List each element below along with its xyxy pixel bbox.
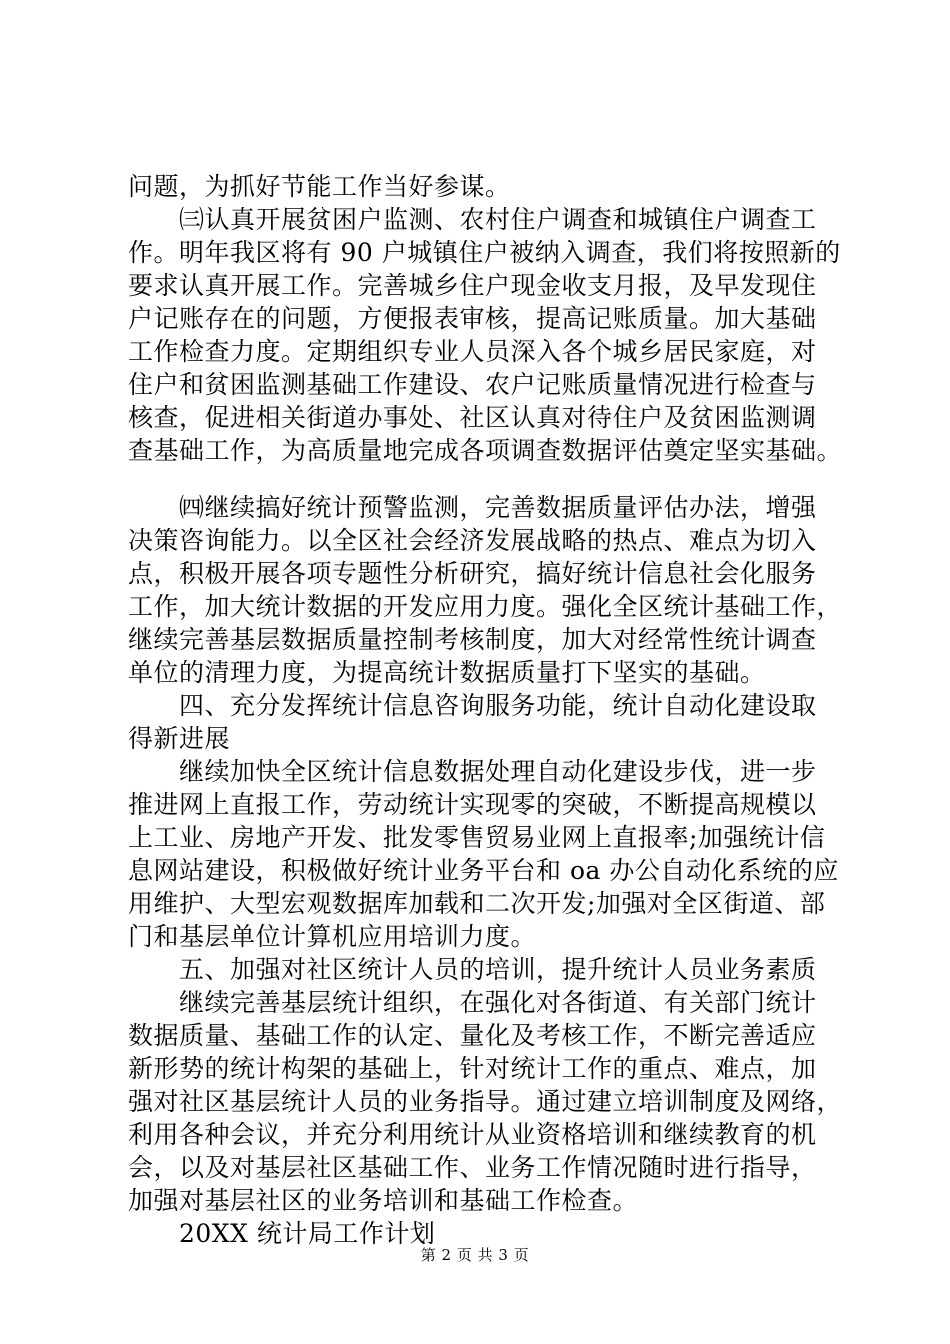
text-line: 问题，为抓好节能工作当好参谋。	[128, 172, 511, 201]
text-line: 继续加快全区统计信息数据处理自动化建设步伐，进一步	[128, 757, 817, 786]
page-number: 第 2 页 共 3 页	[420, 1246, 530, 1264]
text-line: 数据质量、基础工作的认定、量化及考核工作，不断完善适应	[128, 1021, 817, 1050]
text-line: 推进网上直报工作，劳动统计实现零的突破，不断提高规模以	[128, 790, 817, 819]
section-heading: 五、加强对社区统计人员的培训，提升统计人员业务素质	[128, 955, 817, 984]
section-heading: 四、充分发挥统计信息咨询服务功能，统计自动化建设取	[128, 691, 817, 720]
text-line: ㈣继续搞好统计预警监测，完善数据质量评估办法，增强	[128, 493, 817, 522]
text-line: ㈢认真开展贫困户监测、农村住户调查和城镇住户调查工	[128, 205, 817, 234]
text-line: 息网站建设，积极做好统计业务平台和 oa 办公自动化系统的应	[128, 856, 839, 885]
text-line: 决策咨询能力。以全区社会经济发展战略的热点、难点为切入	[128, 526, 817, 555]
text-line: 继续完善基层统计组织，在强化对各街道、有关部门统计	[128, 988, 817, 1017]
text-line: 继续完善基层数据质量控制考核制度，加大对经常性统计调查	[128, 625, 817, 654]
text-line: 新形势的统计构架的基础上，针对统计工作的重点、难点，加	[128, 1054, 817, 1083]
document-title-line: 20XX 统计局工作计划	[128, 1219, 436, 1248]
text-line: 强对社区基层统计人员的业务指导。通过建立培训制度及网络，	[128, 1087, 843, 1116]
text-line: 会，以及对基层社区基础工作、业务工作情况随时进行指导，	[128, 1153, 817, 1182]
paragraph-gap	[128, 467, 854, 491]
text-line: 工作，加大统计数据的开发应用力度。强化全区统计基础工作，	[128, 592, 843, 621]
text-line: 单位的清理力度，为提高统计数据质量打下坚实的基础。	[128, 658, 766, 687]
text-line: 核查，促进相关街道办事处、社区认真对待住户及贫困监测调	[128, 403, 817, 432]
text-line: 住户和贫困监测基础工作建设、农户记账质量情况进行检查与	[128, 370, 817, 399]
text-line: 用维护、大型宏观数据库加载和二次开发;加强对全区街道、部	[128, 889, 826, 918]
text-line: 作。明年我区将有 90 户城镇住户被纳入调查，我们将按照新的	[128, 238, 841, 267]
text-line: 工作检查力度。定期组织专业人员深入各个城乡居民家庭，对	[128, 337, 817, 366]
document-body	[128, 170, 854, 1250]
text-line: 点，积极开展各项专题性分析研究，搞好统计信息社会化服务	[128, 559, 817, 588]
text-line: 户记账存在的问题，方便报表审核，提高记账质量。加大基础	[128, 304, 817, 333]
text-line: 门和基层单位计算机应用培训力度。	[128, 922, 537, 951]
section-heading: 得新进展	[128, 724, 231, 753]
text-line: 上工业、房地产开发、批发零售贸易业网上直报率;加强统计信	[128, 823, 826, 852]
text-line: 利用各种会议，并充分利用统计从业资格培训和继续教育的机	[128, 1120, 817, 1149]
text-line: 加强对基层社区的业务培训和基础工作检查。	[128, 1186, 639, 1215]
text-line: 查基础工作，为高质量地完成各项调查数据评估奠定坚实基础。	[128, 436, 843, 465]
text-line: 要求认真开展工作。完善城乡住户现金收支月报，及早发现住	[128, 271, 817, 300]
